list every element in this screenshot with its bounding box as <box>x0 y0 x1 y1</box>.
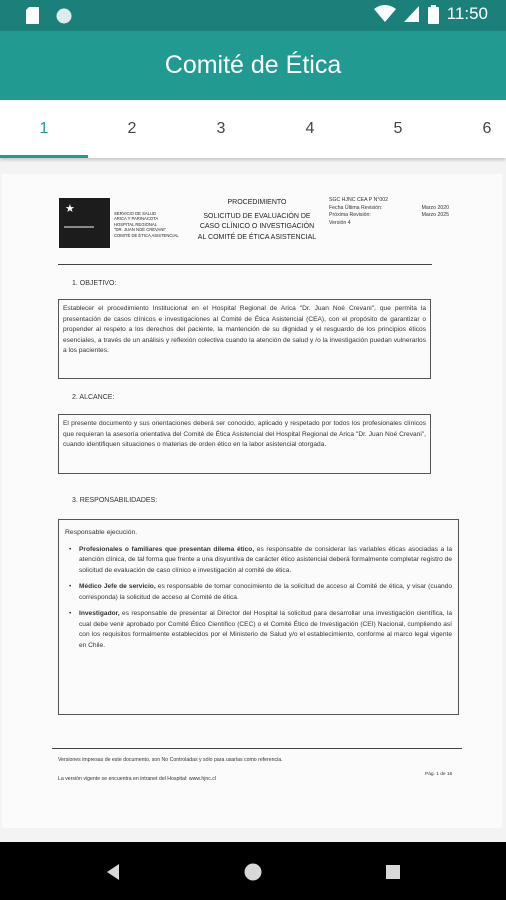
meta-row <box>329 212 449 220</box>
list-item: • Investigador, es responsable de presentar al Director del Hospital la solicitud para desarrollar una investigación científica, la cual debe venir aprobado por Comité Ético Científico (CEC) o el Comité Ético de Investigación (CEI) Nacional, cumpliendo así con los requisitos formalmente establecidos por el Ministerio de Salud y/o el establecimiento, conforme al marco legal vigente en Chile. <box>69 610 452 649</box>
bullet-lead: Médico Jefe de servicio, <box>79 583 156 590</box>
sd-card-icon <box>26 7 40 24</box>
tab-page-1[interactable]: 1 <box>39 120 49 137</box>
system-nav-bar <box>0 842 506 900</box>
status-bar <box>0 0 506 31</box>
hospital-logo <box>59 198 110 248</box>
meta-label: Versión 4 <box>329 219 351 226</box>
tab-page-2[interactable]: 2 <box>127 120 137 137</box>
signal-icon <box>404 5 420 23</box>
clock: 11:50 <box>446 4 488 23</box>
logo-line: "DR. JUAN NOÉ CREVANI" <box>114 227 166 233</box>
procedure-title-line: AL COMITÉ DE ÉTICA ASISTENCIAL <box>197 233 317 241</box>
section-box-objetivo: Establecer el procedimiento Institucional en el Hospital Regional de Arica "Dr. Juan Noé Crevani", que permita la presentación de casos clínicos e investigaciones al Comité de Ética Asistencial (CEA), con el propósito de garantizar o propender al respeto a los derechos del paciente, la mantención de su dignidad y el resguardo de los principios éticos esenciales, a través de un análisis y reflexión colectiva cuando la atención de salud y /o la investigación puedan vulnerarlos a los pacientes. <box>58 299 431 379</box>
meta-label: Fecha Última Revisión: <box>329 204 383 211</box>
recents-button[interactable] <box>381 860 405 884</box>
document-meta <box>329 197 449 227</box>
logo-line: SERVICIO DE SALUD <box>114 211 157 216</box>
app-bar <box>0 31 506 100</box>
meta-value: Marzo 2025 <box>421 212 449 219</box>
bullet-lead: Investigador, <box>79 610 120 617</box>
logo-line: HOSPITAL REGIONAL <box>114 221 158 227</box>
back-button[interactable] <box>101 860 125 884</box>
section-box-alcance: El presente documento y sus orientaciones deberá ser conocido, aplicado y respetado por todos los profesionales clínicos que requieran la asesoría orientativa del Comité de Ética Asistencial del Hospital Regional de Arica "Dr. Juan Noé Crevani", cuando identifiquen situaciones o materias de orden ético en la labor asistencial otorgada. <box>58 414 431 474</box>
section-heading-responsabilidades: 3. RESPONSABILIDADES: <box>72 497 158 504</box>
meta-row <box>329 197 449 205</box>
document-page <box>2 174 502 828</box>
list-item: • Médico Jefe de servicio, es responsable de tomar conocimiento de la solicitud de acceso al Comité de ética, y visar (cuando corresponda) la solicitud de acceso al Comité de ética. <box>69 583 452 601</box>
page-number: Pág. 1 de 16 <box>425 772 453 777</box>
procedure-title <box>192 198 322 243</box>
active-tab-indicator <box>0 155 88 158</box>
tab-page-5[interactable]: 5 <box>393 120 403 137</box>
logo-line: COMITÉ DE ÉTICA ASISTENCIAL <box>114 232 179 238</box>
recents-icon <box>385 864 401 880</box>
meta-label: Próxima Revisión: <box>329 212 371 219</box>
logo-caption <box>114 211 179 238</box>
app-title: Comité de Ética <box>164 51 342 79</box>
circle-icon <box>56 8 72 24</box>
header-divider <box>58 264 432 265</box>
tab-page-6[interactable]: 6 <box>482 120 492 137</box>
home-icon <box>243 862 263 882</box>
logo-line: ARICA Y PARINACOTA <box>114 216 159 222</box>
battery-icon <box>428 5 439 24</box>
procedure-title-line: SOLICITUD DE EVALUACIÓN DE <box>203 212 311 220</box>
home-button[interactable] <box>241 860 265 884</box>
procedure-label: PROCEDIMIENTO <box>227 199 287 206</box>
meta-row <box>329 205 449 213</box>
wifi-icon <box>374 5 396 23</box>
section-heading-alcance: 2. ALCANCE: <box>72 394 115 401</box>
footer-intranet: La versión vigente se encuentra en intranet del Hospital: www.hjnc.cl <box>58 776 217 782</box>
bullet-text: es responsable de tomar conocimiento de la solicitud de acceso al Comité de ética, y visar (cuando corresponda) la solicitud de acceso al Comité de ética. <box>79 583 452 601</box>
list-item: • Profesionales o familiares que presentan dilema ético, es responsable de considerar las variables éticas asociadas a la atención clínica, de tal forma que frente a una disyuntiva de carácter ético asistencial deberá formalmente completar registro de solicitud de evaluación de caso clínico e investigación al comité de ética. <box>69 545 452 574</box>
tab-page-4[interactable]: 4 <box>305 120 315 137</box>
footer-disclaimer: Versiones impresas de este documento, son No Controladas y sólo para usarlas como referencia. <box>58 757 283 763</box>
meta-value: Marzo 2020 <box>421 204 449 211</box>
meta-label: SGC HJNC CEA P N°002 <box>329 197 389 203</box>
responsibles-title: Responsable ejecución. <box>65 529 138 536</box>
bullet-text: es responsable de considerar las variables éticas asociadas a la atención clínica, de tal forma que frente a una disyuntiva de carácter ético asistencial deberá formalmente completar registro de solicitud de evaluación de caso clínico e investigación al comité de ética. <box>79 545 452 574</box>
page-tabs <box>0 100 506 158</box>
procedure-title-line: CASO CLÍNICO O INVESTIGACIÓN <box>199 223 315 230</box>
section-heading-objetivo: 1. OBJETIVO: <box>72 280 117 287</box>
star-icon: ★ <box>65 203 75 215</box>
bullet-lead: Profesionales o familiares que presentan dilema ético, <box>79 545 255 553</box>
meta-row <box>329 220 449 228</box>
section-box-responsabilidades <box>58 519 459 715</box>
bullet-text: es responsable de presentar al Director del Hospital la solicitud para desarrollar una investigación científica, la cual debe venir aprobado por Comité Ético Científico (CEC) o el Comité Ético de Investigación (CEI) Nacional, cumpliendo así con los requisitos formalmente establecidos por el Ministerio de Salud y/o el establecimiento, conforme al marco legal vigente en Chile. <box>79 610 452 649</box>
footer-divider <box>52 748 462 749</box>
back-icon <box>105 863 121 881</box>
document-viewer[interactable] <box>0 158 506 842</box>
tab-page-3[interactable]: 3 <box>216 120 226 137</box>
